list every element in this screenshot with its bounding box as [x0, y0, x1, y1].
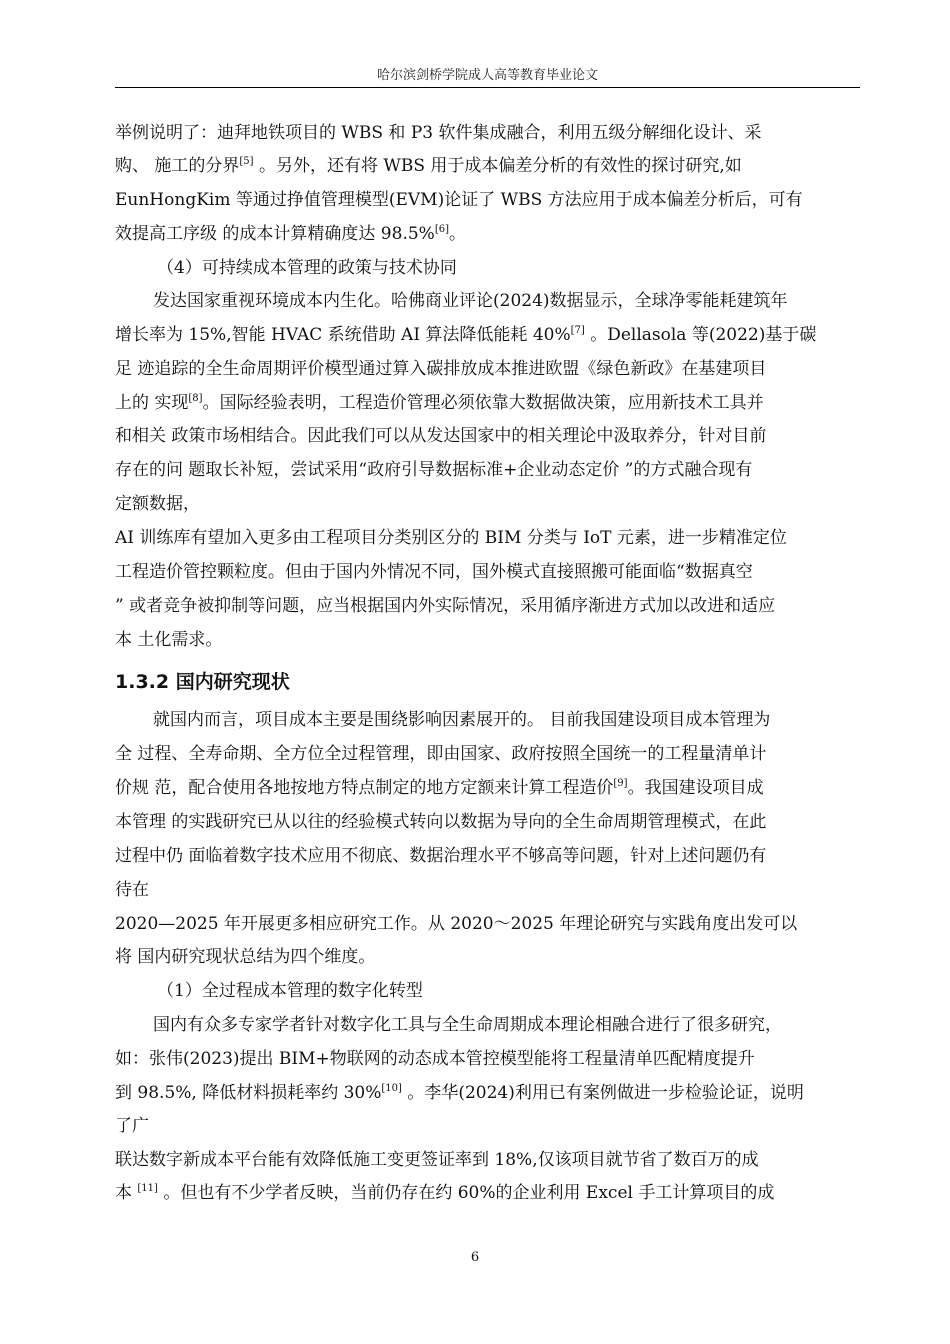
text-line: 联达数字新成本平台能有效降低施工变更签证率到 18%,仅该项目就节省了数百万的成: [115, 1150, 759, 1170]
text-line: 如：张伟(2023)提出 BIM+物联网的动态成本管控模型能将工程量清单匹配精度提升: [115, 1049, 755, 1069]
text-line: 足 迹追踪的全生命周期评价模型通过算入碳排放成本推进欧盟《绿色新政》在基建项目: [115, 359, 767, 379]
subsection-heading: （4）可持续成本管理的政策与技术协同: [157, 258, 457, 278]
text-line: 就国内而言，项目成本主要是围绕影响因素展开的。 目前我国建设项目成本管理为: [153, 710, 771, 730]
text-line: 存在的问 题取长补短，尝试采用“政府引导数据标准+企业动态定价 ”的方式融合现有: [115, 460, 753, 480]
text-line: 待在: [115, 880, 149, 900]
text-line: 购、 施工的分界[5] 。另外，还有将 WBS 用于成本偏差分析的有效性的探讨研究,如: [115, 156, 742, 176]
text-line: 本管理 的实践研究已从以往的经验模式转向以数据为导向的全生命周期管理模式，在此: [115, 812, 767, 832]
subsection-heading: （1）全过程成本管理的数字化转型: [157, 981, 423, 1001]
text-line: ” 或者竞争被抑制等问题，应当根据国内外实际情况，采用循序渐进方式加以改进和适应: [115, 596, 776, 616]
text-line: 国内有众多专家学者针对数字化工具与全生命周期成本理论相融合进行了很多研究，: [153, 1015, 782, 1035]
text-line: 定额数据，: [115, 494, 200, 514]
section-heading: 1.3.2 国内研究现状: [115, 671, 290, 693]
text-line: 效提高工序级 的成本计算精确度达 98.5%[6]。: [115, 224, 466, 244]
text-line: 过程中仍 面临着数字技术应用不彻底、数据治理水平不够高等问题，针对上述问题仍有: [115, 846, 767, 866]
text-line: 增长率为 15%,智能 HVAC 系统借助 AI 算法降低能耗 40%[7] 。Dellasola 等(2022)基于碳: [115, 325, 817, 345]
text-line: 将 国内研究现状总结为四个维度。: [115, 947, 376, 967]
running-header: 哈尔滨剑桥学院成人高等教育毕业论文: [376, 68, 598, 83]
text-line: 2020—2025 年开展更多相应研究工作。从 2020～2025 年理论研究与实践角度出发可以: [115, 914, 798, 934]
text-line: 举例说明了：迪拜地铁项目的 WBS 和 P3 软件集成融合，利用五级分解细化设计、采: [115, 123, 762, 143]
text-line: EunHongKim 等通过挣值管理模型(EVM)论证了 WBS 方法应用于成本偏差分析后，可有: [115, 190, 803, 210]
text-line: 本 土化需求。: [115, 630, 223, 650]
text-line: 本 [11] 。但也有不少学者反映，当前仍存在约 60%的企业利用 Excel 手工计算项目的成: [115, 1183, 775, 1203]
text-line: 工程造价管控颗粒度。但由于国内外情况不同，国外模式直接照搬可能面临“数据真空: [115, 562, 753, 582]
text-line: 上的 实现[8]。国际经验表明，工程造价管理必须依靠大数据做决策，应用新技术工具并: [115, 393, 764, 413]
header-rule: [115, 87, 860, 88]
text-line: 价规 范，配合使用各地按地方特点制定的地方定额来计算工程造价[9]。我国建设项目成: [115, 778, 764, 798]
text-line: 和相关 政策市场相结合。因此我们可以从发达国家中的相关理论中汲取养分，针对目前: [115, 426, 767, 446]
text-line: 发达国家重视环境成本内生化。哈佛商业评论(2024)数据显示，全球净零能耗建筑年: [153, 291, 788, 311]
text-line: AI 训练库有望加入更多由工程项目分类别区分的 BIM 分类与 IoT 元素，进一步精准定位: [115, 528, 787, 548]
text-line: 了广: [115, 1116, 149, 1136]
page-number: 6: [470, 1250, 480, 1265]
text-line: 全 过程、全寿命期、全方位全过程管理，即由国家、政府按照全国统一的工程量清单计: [115, 744, 767, 764]
text-line: 到 98.5%, 降低材料损耗率约 30%[10] 。李华(2024)利用已有案例做进一步检验论证，说明: [115, 1083, 804, 1103]
